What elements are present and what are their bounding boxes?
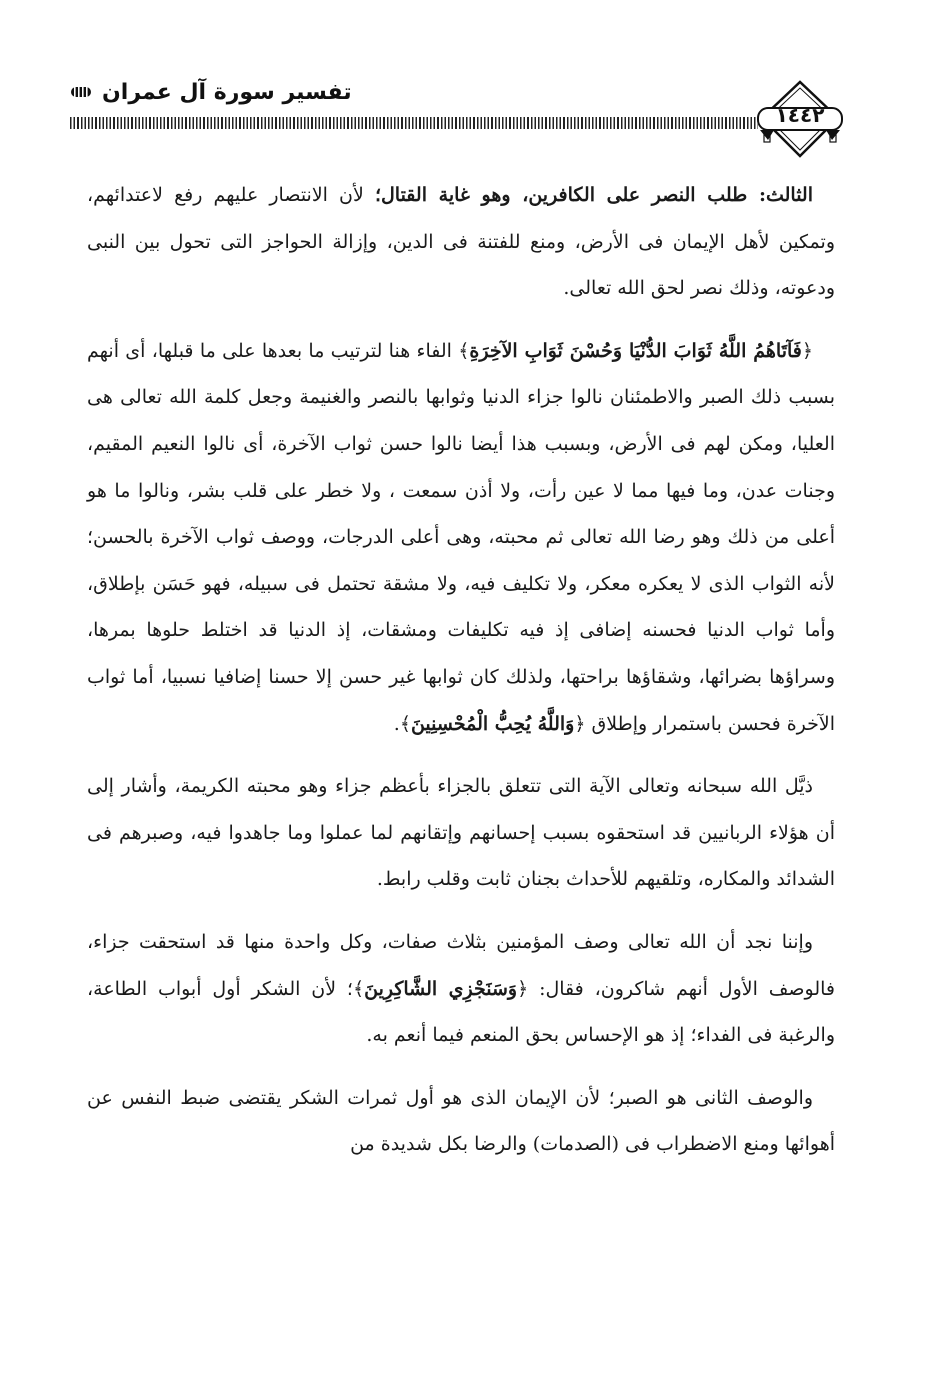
header-rule [70, 117, 758, 129]
quran-verse: وَاللَّهُ يُحِبُّ الْمُحْسِنِينَ [410, 712, 575, 735]
paragraph-4 [87, 919, 835, 1059]
running-header [70, 72, 352, 112]
ornament-icon [70, 83, 92, 101]
paragraph-tail: . [393, 712, 400, 735]
page-number: ١٤٤٢ [775, 103, 825, 127]
quran-verse: وَسَنَجْزِي الشَّاكِرِينَ [364, 977, 518, 1000]
paragraph-text: وإننا نجد أن الله تعالى وصف المؤمنين بثلاث صفات، وكل واحدة منها قد استحقت جزاء، فالوصف الأول أنهم شاكرون، فقال: [87, 930, 835, 1000]
paragraph-text: لأن الانتصار عليهم رفع لاعتدائهم، وتمكين لأهل الإيمان فى الأرض، ومنع للفتنة فى الدين، وإزالة الحواجز التى تحول بين النبى ودعوته، وذلك نصر لحق الله تعالى. [87, 184, 835, 300]
paragraph-2 [87, 328, 835, 747]
verse-close-bracket: ﴾ [458, 339, 470, 362]
section-lead: الثالث: طلب النصر على الكافرين، وهو غاية القتال؛ [374, 184, 813, 206]
body-text [87, 172, 835, 1184]
verse-close-bracket: ﴾ [399, 712, 411, 735]
paragraph-text: الفاء هنا لترتيب ما بعدها على ما قبلها، أى أنهم بسبب ذلك الصبر والاطمئنان نالوا جزاء الدنيا وثوابها بالنصر والغنيمة وجعل كلمة الله تعالى هى العليا، ومكن لهم فى الأرض، وبسبب هذا أيضا نالوا حسن ثواب الآخرة، أى نالوا النعيم المقيم، وجنات عدن، وما فيها مما لا عين رأت، ولا أذن سمعت ، ولا خطر على قلب بشر، ونالوا ما هو أعلى من ذلك وهو رضا الله تعالى ثم محبته، وهى أعلى الدرجات، ووصف ثواب الآخرة بالحسن؛ لأنه الثواب الذى لا يعكره معكر، ولا تكليف فيه، ولا مشقة تحتمل فى سبيله، فهو حَسَن بإطلاق، وأما ثواب الدنيا فحسنه إضافى إذ فيه تكليفات ومشقات، إذ الدنيا قد اختلط حلوها بمرها، وسراؤها بضرائها، وشقاؤها براحتها، ولذلك كان ثوابها غير حسن إلا حسنا إضافيا نسبيا، أما ثواب الآخرة فحسن باستمرار وإطلاق [87, 339, 835, 735]
paragraph-3 [87, 763, 835, 903]
quran-verse: فَآتَاهُمُ اللَّهُ ثَوَابَ الدُّنْيَا وَحُسْنَ ثَوَابِ الآخِرَةِ [469, 339, 802, 362]
verse-open-bracket: ﴿ [574, 712, 586, 735]
paragraph-tail: ؛ لأن الشكر أول أبواب الطاعة، والرغبة فى الفداء؛ إذ هو الإحساس بحق المنعم فيما أنعم به. [87, 977, 835, 1047]
verse-close-bracket: ﴾ [352, 977, 365, 1000]
paragraph-text: ذيَّل الله سبحانه وتعالى الآية التى تتعلق بالجزاء بأعظم جزاء وهو محبته الكريمة، وأشار إلى أن هؤلاء الربانيين قد استحقوه بسبب إحسانهم وإتقانهم لما عملوا وما جاهدوا فيه، وصبرهم فى الشدائد والمكاره، وتلقيهم للأحداث بجنان ثابت وقلب رابط. [87, 775, 835, 891]
verse-open-bracket: ﴿ [517, 977, 529, 1000]
paragraph-5 [87, 1075, 835, 1168]
paragraph-1 [87, 172, 835, 312]
verse-open-bracket: ﴿ [801, 339, 814, 362]
paragraph-text: والوصف الثانى هو الصبر؛ لأن الإيمان الذى هو أول ثمرات الشكر يقتضى ضبط النفس عن أهوائها ومنع الاضطراب فى (الصدمات) والرضا بكل شديدة من [87, 1086, 835, 1156]
running-title: تفسير سورة آل عمران [102, 79, 352, 105]
